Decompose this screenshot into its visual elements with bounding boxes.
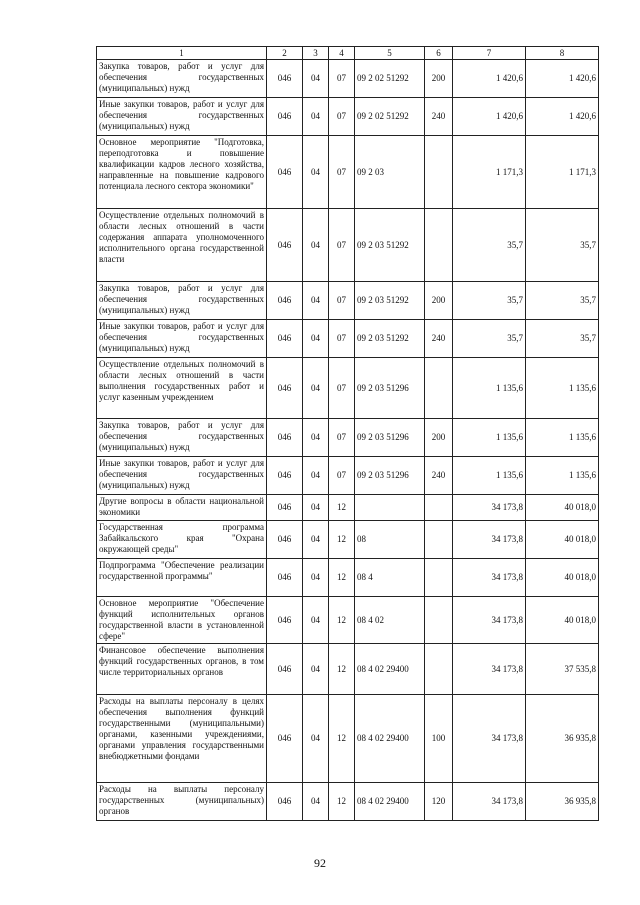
amount-year2-cell: 1 420,6 <box>526 60 599 98</box>
table-row <box>97 320 599 358</box>
amount-year2-cell: 35,7 <box>526 282 599 320</box>
table-row <box>97 644 599 695</box>
amount-year2-cell: 40 018,0 <box>526 495 599 521</box>
target-article-cell: 08 4 <box>355 559 425 597</box>
row-name-cell: Основное мероприятие "Обеспечение функций исполнительных органов государственной власти в установленной сфере" <box>97 597 267 644</box>
target-article-cell: 08 4 02 29400 <box>355 644 425 695</box>
table-row <box>97 98 599 136</box>
table-row <box>97 60 599 98</box>
section-code-cell: 04 <box>303 783 329 821</box>
section-code-cell: 04 <box>303 495 329 521</box>
amount-year1-cell: 1 135,6 <box>453 358 526 419</box>
target-article-cell: 09 2 02 51292 <box>355 98 425 136</box>
admin-code-cell: 046 <box>267 358 303 419</box>
subsection-code-cell: 07 <box>329 136 355 209</box>
page-number: 92 <box>314 856 326 870</box>
amount-year1-cell: 1 135,6 <box>453 457 526 495</box>
table-row <box>97 521 599 559</box>
amount-year2-cell: 1 171,3 <box>526 136 599 209</box>
subsection-code-cell: 12 <box>329 695 355 783</box>
amount-year2-cell: 36 935,8 <box>526 783 599 821</box>
section-code-cell: 04 <box>303 521 329 559</box>
target-article-cell: 08 4 02 29400 <box>355 695 425 783</box>
section-code-cell: 04 <box>303 695 329 783</box>
section-code-cell: 04 <box>303 136 329 209</box>
admin-code-cell: 046 <box>267 419 303 457</box>
target-article-cell: 08 4 02 29400 <box>355 783 425 821</box>
column-header: 8 <box>526 47 599 60</box>
section-code-cell: 04 <box>303 60 329 98</box>
admin-code-cell: 046 <box>267 282 303 320</box>
target-article-cell: 09 2 03 <box>355 136 425 209</box>
admin-code-cell: 046 <box>267 209 303 282</box>
expense-type-cell: 200 <box>425 282 453 320</box>
subsection-code-cell: 12 <box>329 644 355 695</box>
table-row <box>97 783 599 821</box>
amount-year1-cell: 1 420,6 <box>453 98 526 136</box>
subsection-code-cell: 12 <box>329 559 355 597</box>
row-name-cell: Государственная программа Забайкальского края "Охрана окружающей среды" <box>97 521 267 559</box>
column-header: 3 <box>303 47 329 60</box>
amount-year1-cell: 34 173,8 <box>453 695 526 783</box>
section-code-cell: 04 <box>303 597 329 644</box>
table-row <box>97 457 599 495</box>
column-header: 7 <box>453 47 526 60</box>
section-code-cell: 04 <box>303 282 329 320</box>
amount-year1-cell: 1 420,6 <box>453 60 526 98</box>
subsection-code-cell: 07 <box>329 320 355 358</box>
amount-year1-cell: 1 135,6 <box>453 419 526 457</box>
table-row <box>97 559 599 597</box>
expense-type-cell <box>425 521 453 559</box>
admin-code-cell: 046 <box>267 695 303 783</box>
section-code-cell: 04 <box>303 209 329 282</box>
table-row <box>97 358 599 419</box>
target-article-cell: 09 2 03 51292 <box>355 282 425 320</box>
admin-code-cell: 046 <box>267 136 303 209</box>
row-name-cell: Закупка товаров, работ и услуг для обеспечения государственных (муниципальных) нужд <box>97 419 267 457</box>
row-name-cell: Расходы на выплаты персоналу государственных (муниципальных) органов <box>97 783 267 821</box>
admin-code-cell: 046 <box>267 495 303 521</box>
row-name-cell: Закупка товаров, работ и услуг для обеспечения государственных (муниципальных) нужд <box>97 60 267 98</box>
expense-type-cell: 240 <box>425 457 453 495</box>
amount-year1-cell: 35,7 <box>453 282 526 320</box>
expense-type-cell <box>425 559 453 597</box>
amount-year1-cell: 1 171,3 <box>453 136 526 209</box>
expense-type-cell <box>425 495 453 521</box>
amount-year2-cell: 40 018,0 <box>526 559 599 597</box>
table-row <box>97 282 599 320</box>
subsection-code-cell: 12 <box>329 521 355 559</box>
table-row <box>97 136 599 209</box>
row-name-cell: Основное мероприятие "Подготовка, переподготовка и повышение квалификации кадров лесного хозяйства, направленные на повышение кадрового потенциала лесного сектора экономики" <box>97 136 267 209</box>
table-row <box>97 419 599 457</box>
row-name-cell: Иные закупки товаров, работ и услуг для обеспечения государственных (муниципальных) нужд <box>97 457 267 495</box>
row-name-cell: Другие вопросы в области национальной экономики <box>97 495 267 521</box>
amount-year2-cell: 36 935,8 <box>526 695 599 783</box>
subsection-code-cell: 07 <box>329 209 355 282</box>
admin-code-cell: 046 <box>267 597 303 644</box>
expense-type-cell <box>425 644 453 695</box>
amount-year2-cell: 1 135,6 <box>526 358 599 419</box>
column-header: 2 <box>267 47 303 60</box>
subsection-code-cell: 07 <box>329 98 355 136</box>
admin-code-cell: 046 <box>267 60 303 98</box>
section-code-cell: 04 <box>303 419 329 457</box>
amount-year2-cell: 35,7 <box>526 209 599 282</box>
budget-table-sheet <box>96 46 598 821</box>
table-row <box>97 597 599 644</box>
target-article-cell: 09 2 03 51292 <box>355 320 425 358</box>
target-article-cell: 09 2 03 51292 <box>355 209 425 282</box>
amount-year1-cell: 34 173,8 <box>453 521 526 559</box>
expense-type-cell: 200 <box>425 419 453 457</box>
admin-code-cell: 046 <box>267 457 303 495</box>
amount-year1-cell: 35,7 <box>453 209 526 282</box>
row-name-cell: Иные закупки товаров, работ и услуг для обеспечения государственных (муниципальных) нужд <box>97 98 267 136</box>
amount-year2-cell: 1 135,6 <box>526 457 599 495</box>
column-header: 4 <box>329 47 355 60</box>
table-row <box>97 495 599 521</box>
amount-year1-cell: 34 173,8 <box>453 495 526 521</box>
admin-code-cell: 046 <box>267 559 303 597</box>
table-row <box>97 209 599 282</box>
admin-code-cell: 046 <box>267 644 303 695</box>
row-name-cell: Осуществление отдельных полномочий в области лесных отношений в части выполнения государственных работ и услуг казенным учреждением <box>97 358 267 419</box>
amount-year2-cell: 40 018,0 <box>526 521 599 559</box>
row-name-cell: Закупка товаров, работ и услуг для обеспечения государственных (муниципальных) нужд <box>97 282 267 320</box>
header-row <box>97 47 599 60</box>
expense-type-cell <box>425 597 453 644</box>
target-article-cell: 09 2 03 51296 <box>355 419 425 457</box>
amount-year1-cell: 34 173,8 <box>453 597 526 644</box>
section-code-cell: 04 <box>303 98 329 136</box>
row-name-cell: Подпрограмма "Обеспечение реализации государственной программы" <box>97 559 267 597</box>
admin-code-cell: 046 <box>267 783 303 821</box>
subsection-code-cell: 07 <box>329 282 355 320</box>
amount-year1-cell: 34 173,8 <box>453 783 526 821</box>
subsection-code-cell: 12 <box>329 495 355 521</box>
amount-year2-cell: 1 135,6 <box>526 419 599 457</box>
amount-year2-cell: 37 535,8 <box>526 644 599 695</box>
column-header: 6 <box>425 47 453 60</box>
section-code-cell: 04 <box>303 358 329 419</box>
subsection-code-cell: 07 <box>329 358 355 419</box>
expense-type-cell <box>425 209 453 282</box>
subsection-code-cell: 12 <box>329 597 355 644</box>
column-header: 1 <box>97 47 267 60</box>
expense-type-cell: 240 <box>425 98 453 136</box>
admin-code-cell: 046 <box>267 521 303 559</box>
target-article-cell: 08 4 02 <box>355 597 425 644</box>
section-code-cell: 04 <box>303 644 329 695</box>
amount-year2-cell: 1 420,6 <box>526 98 599 136</box>
row-name-cell: Финансовое обеспечение выполнения функций государственных органов, в том числе территориальных органов <box>97 644 267 695</box>
target-article-cell: 09 2 03 51296 <box>355 358 425 419</box>
expense-type-cell <box>425 136 453 209</box>
expense-type-cell: 100 <box>425 695 453 783</box>
row-name-cell: Иные закупки товаров, работ и услуг для обеспечения государственных (муниципальных) нужд <box>97 320 267 358</box>
expense-type-cell <box>425 358 453 419</box>
target-article-cell: 09 2 02 51292 <box>355 60 425 98</box>
expense-type-cell: 120 <box>425 783 453 821</box>
section-code-cell: 04 <box>303 457 329 495</box>
amount-year1-cell: 34 173,8 <box>453 644 526 695</box>
row-name-cell: Осуществление отдельных полномочий в области лесных отношений в части содержания аппарата уполномоченного исполнительного органа государственной власти <box>97 209 267 282</box>
subsection-code-cell: 07 <box>329 419 355 457</box>
budget-table <box>96 46 599 821</box>
subsection-code-cell: 07 <box>329 60 355 98</box>
target-article-cell: 09 2 03 51296 <box>355 457 425 495</box>
amount-year2-cell: 40 018,0 <box>526 597 599 644</box>
table-row <box>97 695 599 783</box>
amount-year1-cell: 34 173,8 <box>453 559 526 597</box>
amount-year2-cell: 35,7 <box>526 320 599 358</box>
column-header: 5 <box>355 47 425 60</box>
expense-type-cell: 200 <box>425 60 453 98</box>
row-name-cell: Расходы на выплаты персоналу в целях обеспечения выполнения функций государственными (муниципальными) органами, казенными учреждениями, органами управления государственными внебюджетными фондами <box>97 695 267 783</box>
amount-year1-cell: 35,7 <box>453 320 526 358</box>
subsection-code-cell: 12 <box>329 783 355 821</box>
target-article-cell: 08 <box>355 521 425 559</box>
expense-type-cell: 240 <box>425 320 453 358</box>
admin-code-cell: 046 <box>267 320 303 358</box>
table-body <box>97 47 599 821</box>
target-article-cell <box>355 495 425 521</box>
section-code-cell: 04 <box>303 559 329 597</box>
admin-code-cell: 046 <box>267 98 303 136</box>
section-code-cell: 04 <box>303 320 329 358</box>
subsection-code-cell: 07 <box>329 457 355 495</box>
